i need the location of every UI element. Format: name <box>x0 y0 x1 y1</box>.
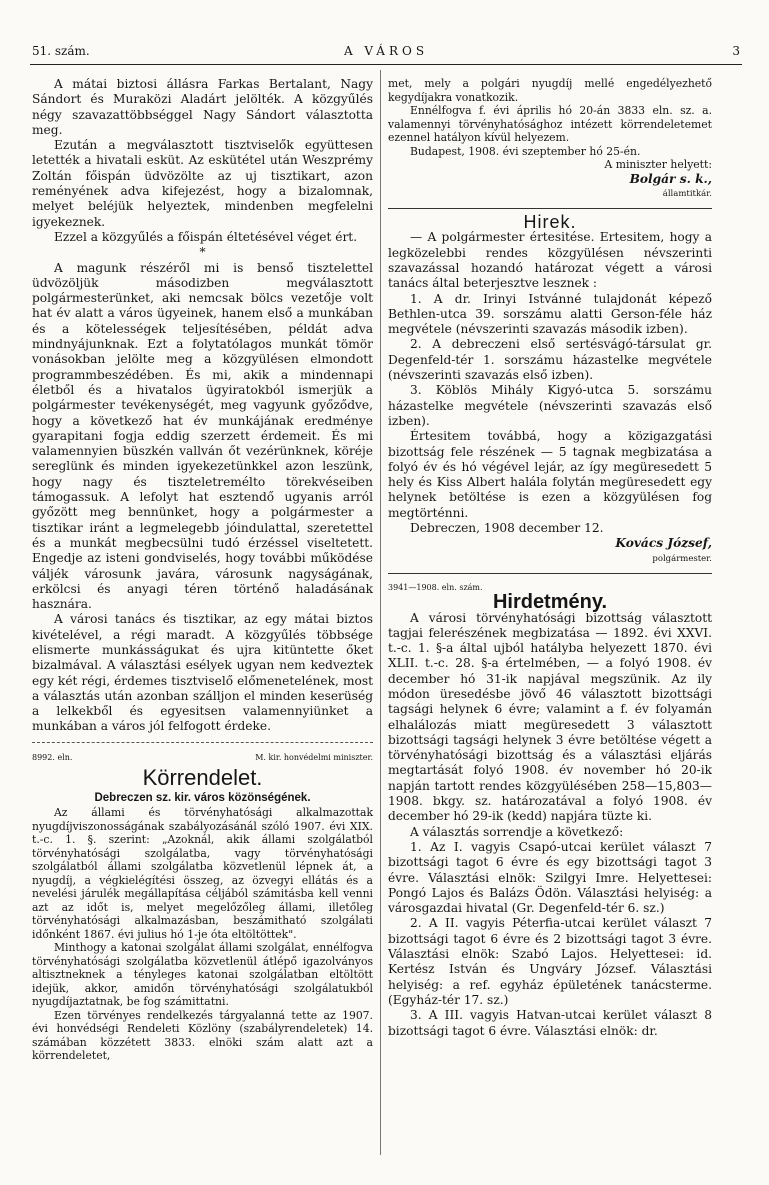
paragraph: 2. A II. vagyis Péterfia-utcai kerület választ 7 bizottsági tagot 6 évre és 2 bizottsági tagot 3 évre. Választási elnök: Szabó Lajos. Helyettesei: id. Kertész István és Ungváry József. Választási helyiség: a ref. egyház épületének tanácsterme. (Egyház-tér 17. sz.) <box>388 916 712 1007</box>
decree-subtitle: Debreczen sz. kir. város közönségének. <box>94 792 311 805</box>
section-rule <box>32 742 373 743</box>
section-rule <box>388 208 712 209</box>
mayor-title: polgármester. <box>652 553 712 564</box>
star-separator: * <box>199 245 206 260</box>
mayor-signature: Kovács József, <box>615 536 712 551</box>
news-title: Hirek. <box>523 212 577 233</box>
decree-number: 8992. eln. <box>32 752 73 762</box>
masthead-title: A VÁROS <box>343 44 429 58</box>
paragraph: 1. A dr. Irinyi Istvánné tulajdonát képező Bethlen-utca 39. sorszámu alatti Gerson-féle ház megvétele (névszerinti szavazás második izben). <box>388 291 712 337</box>
paragraph: Minthogy a katonai szolgálat állami szolgálat, ennélfogva törvényhatósági szolgálatba közvetlenül átlépő igazolványos altisztneknek a tényleges katonai szolgálatban eltöltött idejük, akkor, amidőn törvényhatósági szolgálatukból nyugdíjaztatnak, be fog számittatni. <box>32 941 373 1009</box>
page-number: 3 <box>732 44 740 58</box>
paragraph: Debreczen, 1908 december 12. <box>410 521 604 536</box>
paragraph: 3. Köblös Mihály Kigyó-utca 5. sorszámu házastelke megvétele (névszerinti szavazás első izben). <box>388 383 712 428</box>
paragraph: 2. A debreczeni első sertésvágó-társulat gr. Degenfeld-tér 1. sorszámu házastelke megvétele (névszerinti szavazás első izben). <box>388 337 712 383</box>
paragraph: A mátai biztosi állásra Farkas Bertalant, Nagy Sándort és Muraközi Aladárt jelölték. A közgyűlés négy szavazattöbbséggel Nagy Sándort választotta meg. <box>32 77 373 137</box>
paragraph: Értesitem továbbá, hogy a közigazgatási bizottság fele részének — 5 tagnak megbizatása a folyó év és hó végével lejár, az így megüresedett 5 hely és Kiss Albert halála folytán megüresedett egy helynek betöltése is ezen a közgyülésen fog megtörténni. <box>388 429 712 520</box>
paragraph: A választás sorrendje a következő: <box>410 824 624 839</box>
signature-title: államtitkár. <box>662 188 712 199</box>
paragraph: Ezen törvényes rendelkezés tárgyalanná tette az 1907. évi honvédségi Rendeleti Közlöny (szabályrendeletek) 14. számában közzétett 3833. elnöki szám alatt azt a körrendeletet, <box>32 1008 373 1063</box>
paragraph: 1. Az I. vagyis Csapó-utcai kerület választ 7 bizottsági tagot 6 évre és egy bizottsági tagot 3 évre. Választási elnök: Szilgyi Imre. Helyettesei: Pongó Lajos és Balázs Ödön. Választási helyiség: a városgazdai hivatal (Gr. Degenfeld-tér 6. sz.) <box>388 839 712 916</box>
left-column <box>32 77 373 1063</box>
header-rule <box>30 64 742 65</box>
page-header <box>32 44 740 64</box>
announcement-title: Hirdetmény. <box>492 591 608 614</box>
paragraph: Ezután a megválasztott tisztviselők együttesen letették a hivatali esküt. Az eskütétel után Weszprémy Zoltán főispán üdvözölte az uj tisztikart, azon reményének adva kifejezést, hogy a bizalomnak, melyet beléjük helyeztek, mindenben megfelelni igyekeznek. <box>32 138 373 229</box>
paragraph: Ezzel a közgyűlés a főispán éltetésével véget ért. <box>54 229 358 244</box>
decree-meta <box>32 750 373 765</box>
decree-title: Körrendelet. <box>142 765 263 791</box>
paragraph: A magunk részéről mi is benső tisztelettel üdvözöljük másodizben megválasztott polgármesterünket, aki nemcsak bölcs vezetője volt hat év alatt a város ügyeinek, hanem első a munkában és a kötelességek teljesítésében, példát adva mindnyájunknak. Ezt a folytatólagos munkát tömör vonásokban jelölte meg a közgyülésen elmondott programmbeszédében. És mi, akik a mindennapi életből és a hivatalos ügyiratokból ismerjük a polgármester tevékenységét, meg vagyunk győződve, hogy a következő hat év munkájának eredménye gyarapitani fogja eddig szerzett érdemeit. És mi valamennyien büszkén vallván őt vezérünknek, köréje sereglünk és minden igyekezetünkkel azon leszünk, hogy nagy és tiszteletremélto törekvéseiben támogassuk. A lefolyt hat esztendő ugyanis arról győzött meg bennünket, hogy a polgármester a tisztikar iránt a legmelegebb jóindulattal, szeretettel és a munkát megbecsülni tudó érzéssel viseltetett. Engedje az isteni gondviselés, hogy további működése váljék városunk javára, városunk nagyságának, erkölcsi és anyagi téren történő haladásának hasznára. <box>32 260 373 612</box>
paragraph: A városi törvényhatósági bizottság választott tagjai felerészének megbizatása — 1892. évi XXVI. t.-c. 1. §-a által ujból hatályba helyezett 1870. évi XLII. t.-c. 28. §-a értelmében, — a folyó 1908. év december hó 31-ik napjával megszünik. Az ily módon üresedésbe jövő 46 választott bizottsági tagsági helynek 6 évre; valamint a f. év folyamán elhalálozás miatt megüresedett 3 választott bizottsági tagsági helynek 3 évre betöltése végett a törvényhatósági bizottság és a választási eljárás megtartását folyó 1908. év november hó 20-ik napján tartott rendes közgyülésében 258—15,803—1908. bkgy. sz. határozatával a folyó 1908. év december hó 29-ik (kedd) napjára tüzte ki. <box>388 610 712 824</box>
paragraph: met, mely a polgári nyugdíj mellé engedélyezhető kegydíjakra vonatkozik. <box>388 77 712 104</box>
signature-role: A miniszter helyett: <box>604 158 712 171</box>
issue-number: 51. szám. <box>32 44 90 58</box>
section-rule <box>388 573 712 574</box>
paragraph: Ennélfogva f. évi április hó 20-án 3833 eln. sz. a. valamennyi törvényhatósághoz intézett körrendeletemet ezennel hatályon kívül helyezem. <box>388 104 712 144</box>
paragraph: Budapest, 1908. évi szeptember hó 25-én. <box>410 144 641 158</box>
paragraph: — A polgármester értesitése. Ertesitem, hogy a legközelebbi rendes közgyülésen névszerinti szavazással hozandó határozat végett a városi tanács által beterjesztve lesznek : <box>388 230 712 291</box>
decree-issuer: M. kir. honvédelmi miniszter. <box>255 752 373 762</box>
announcement-ref: 3941—1908. eln. szám. <box>388 582 483 592</box>
right-column <box>388 77 712 1039</box>
paragraph: A városi tanács és tisztikar, az egy mátai biztos kivételével, a régi maradt. A közgyűlés többsége elismerte munkásságukat és ujra kitüntette őket bizalmával. A választási esélyek ugyan nem kedveztek egy két régi, érdemes tisztviselő előmenetelének, most a választás után azonban szálljon el minden keserüség a lelkekből és egyesitsen valamennyiünket a munkában a város jól felfogott érdeke. <box>32 612 373 734</box>
column-divider <box>380 70 381 1155</box>
paragraph: Az állami és törvényhatósági alkalmazottak nyugdíjviszonosságának szabályozásánál szóló 1907. évi XIX. t.-c. 1. §. szerint: „Azoknál, akik állami szolgálatból törvényhatósági szolgálatba, vagy törvényhatósági szolgálatból állami szolgálatba közvetlenül lépnek át, a nyugdíj, a végkielégítési összeg, az özvegyi ellátás és a nevelési járulék megállapítása céljából számitásba kell venni azt az időt is, melyet megelőzőleg állami, illetőleg törvényhatósági alkalmazásban, beszámitható szolgálati időnként 1867. évi julius hó 1-je óta eltöltöttek". <box>32 806 373 941</box>
paragraph: 3. A III. vagyis Hatvan-utcai kerület választ 8 bizottsági tagot 6 évre. Választási elnök: dr. <box>388 1008 712 1038</box>
signature-name: Bolgár s. k., <box>629 171 712 186</box>
